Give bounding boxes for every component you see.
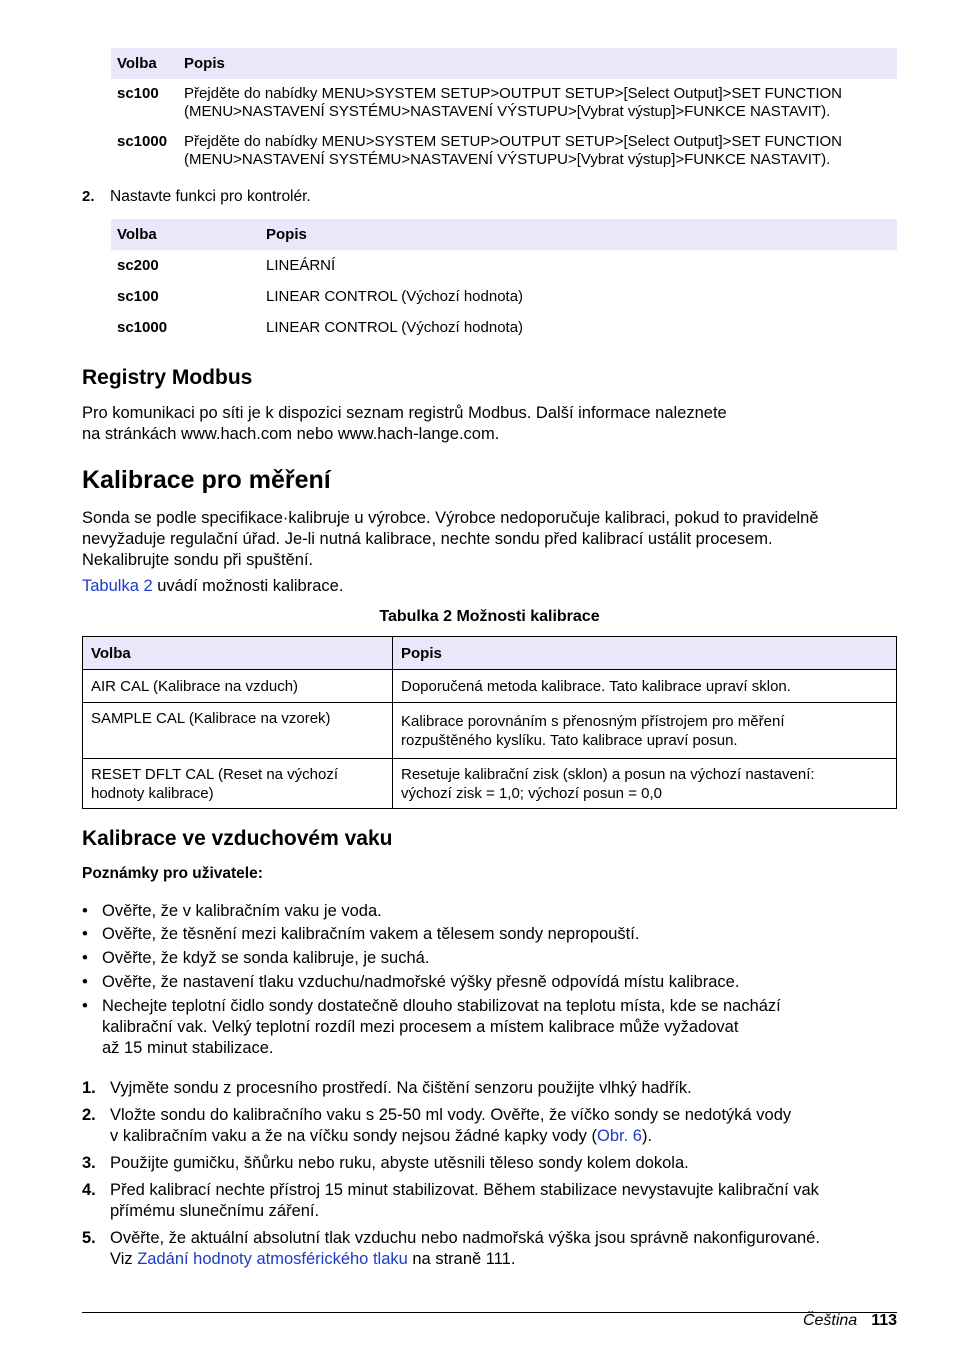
description-line: Resetuje kalibrační zisk (sklon) a posun na výchozí nastavení: [401, 765, 815, 783]
notes-title: Poznámky pro uživatele: [82, 865, 263, 882]
option-cell: sc1000 [117, 133, 168, 150]
bullet-icon: • [82, 973, 88, 991]
table-row [83, 759, 897, 809]
page-footer [803, 1312, 897, 1330]
select-output-table [111, 48, 897, 175]
option-cell: sc100 [117, 85, 159, 102]
option-cell: AIR CAL (Kalibrace na vzduch) [83, 670, 393, 703]
option-line: hodnoty kalibrace) [91, 784, 214, 802]
air-bag-heading: Kalibrace ve vzduchovém vaku [82, 827, 393, 850]
description-line: (MENU>NASTAVENÍ SYSTÉMU>NASTAVENÍ VÝSTUPU>[Vybrat výstup]>FUNKCE NASTAVIT). [184, 103, 831, 120]
table-row [111, 250, 897, 281]
step-number: 5. [82, 1229, 96, 1247]
bullet-text: Ověřte, že těsnění mezi kalibračním vakem a tělesem sondy nepropouští. [102, 925, 640, 943]
paragraph-line: Sonda se podle specifikace·kalibruje u výrobce. Výrobce nedoporučuje kalibraci, pokud to pravidelně [82, 509, 819, 527]
bullet-icon: • [82, 925, 88, 943]
description-cell [393, 759, 897, 809]
table-row [111, 312, 897, 343]
description-cell [178, 127, 897, 175]
option-cell: sc1000 [117, 319, 168, 336]
option-cell: sc100 [117, 288, 159, 305]
paragraph-line: nevyžaduje regulační úřad. Je-li nutná kalibrace, nechte sondu před kalibrací ustálit procesem. [82, 530, 773, 548]
option-line: RESET DFLT CAL (Reset na výchozí [91, 765, 339, 783]
footer-language: Čeština [802, 1312, 858, 1329]
step-number: 1. [82, 1079, 96, 1097]
step-text [110, 1105, 902, 1147]
description-cell: LINEÁRNÍ [266, 257, 336, 274]
bullet-icon: • [82, 902, 88, 920]
step-text: Vyjměte sondu z procesního prostředí. Na čištění senzoru použijte vlhký hadřík. [110, 1079, 692, 1097]
description-line: Přejděte do nabídky MENU>SYSTEM SETUP>OUTPUT SETUP>[Select Output]>SET FUNCTION [184, 133, 843, 150]
description-line: Přejděte do nabídky MENU>SYSTEM SETUP>OUTPUT SETUP>[Select Output]>SET FUNCTION [184, 85, 843, 102]
bullet-text [102, 996, 902, 1059]
step-text [110, 1228, 902, 1270]
bullet-text: Ověřte, že nastavení tlaku vzduchu/nadmořské výšky přesně odpovídá místu kalibrace. [102, 973, 740, 991]
description-line: výchozí zisk = 1,0; výchozí posun = 0,0 [401, 784, 662, 802]
modbus-heading: Registry Modbus [82, 366, 253, 389]
bullet-icon: • [82, 949, 88, 967]
column-header-option: Volba [111, 219, 260, 250]
step-line: Před kalibrací nechte přístroj 15 minut stabilizovat. Během stabilizace nevystavujte kalibrační vak [110, 1181, 819, 1199]
table-row [111, 127, 897, 175]
table-row [83, 670, 897, 703]
option-cell: SAMPLE CAL (Kalibrace na vzorek) [83, 703, 393, 759]
column-header-option: Volba [111, 48, 178, 79]
table-header-row [111, 48, 897, 79]
reference-text: uvádí možnosti kalibrace. [152, 577, 344, 595]
table-caption: Tabulka 2 Možnosti kalibrace [379, 608, 600, 625]
calibration-heading: Kalibrace pro měření [82, 466, 331, 494]
table-row [111, 79, 897, 127]
description-cell: LINEAR CONTROL (Výchozí hodnota) [266, 319, 524, 336]
step-line-text: ). [641, 1127, 653, 1145]
description-line: Kalibrace porovnáním s přenosným přístrojem pro měření [401, 712, 785, 730]
description-line: rozpuštěného kyslíku. Tato kalibrace upraví posun. [401, 731, 738, 749]
step-number: 2. [82, 188, 95, 205]
column-header-description: Popis [393, 637, 897, 670]
table-header-row [111, 219, 897, 250]
step-line: přímému slunečnímu záření. [110, 1202, 320, 1220]
calibration-options-table [82, 636, 897, 809]
step-line-text: Viz [110, 1250, 138, 1268]
bullet-icon: • [82, 997, 88, 1015]
option-cell: sc200 [117, 257, 159, 274]
column-header-description: Popis [178, 48, 897, 79]
modbus-paragraph [82, 403, 897, 445]
bullet-line: kalibrační vak. Velký teplotní rozdíl mezi procesem a místem kalibrace může vyžadovat [102, 1018, 739, 1036]
figure-6-link[interactable]: Obr. 6 [597, 1127, 642, 1145]
step-line: Vložte sondu do kalibračního vaku s 25-50 ml vody. Ověřte, že víčko sondy se nedotýká vody [110, 1106, 792, 1124]
controller-function-table [111, 219, 897, 343]
step-line [110, 1249, 902, 1270]
column-header-description: Popis [260, 219, 897, 250]
bullet-text: Ověřte, že když se sonda kalibruje, je suchá. [102, 949, 430, 967]
bullet-line: Nechejte teplotní čidlo sondy dostatečně dlouho stabilizovat na teplotu místa, kde se nachází [102, 997, 781, 1015]
paragraph-line: Pro komunikaci po síti je k dispozici seznam registrů Modbus. Další informace naleznete [82, 404, 727, 422]
paragraph-line: Nekalibrujte sondu při spuštění. [82, 551, 314, 569]
description-line: (MENU>NASTAVENÍ SYSTÉMU>NASTAVENÍ VÝSTUPU>[Vybrat výstup]>FUNKCE NASTAVIT). [184, 151, 831, 168]
table-header-row [83, 637, 897, 670]
column-header-option: Volba [83, 637, 393, 670]
step-line [110, 1126, 902, 1147]
footer-divider [82, 1312, 897, 1313]
page-number: 113 [871, 1312, 897, 1329]
description-cell [393, 703, 897, 759]
table-row [83, 703, 897, 759]
step-text [110, 1180, 902, 1222]
description-cell: Doporučená metoda kalibrace. Tato kalibrace upraví sklon. [393, 670, 897, 703]
step-text: Nastavte funkci pro kontrolér. [110, 188, 311, 205]
atmospheric-pressure-link[interactable]: Zadání hodnoty atmosférického tlaku [137, 1250, 408, 1268]
step-number: 2. [82, 1106, 96, 1124]
calibration-paragraph [82, 508, 912, 571]
table-2-link[interactable]: Tabulka 2 [82, 577, 153, 595]
step-line-text: v kalibračním vaku a že na víčku sondy nejsou žádné kapky vody ( [110, 1127, 597, 1145]
table-reference-paragraph [82, 576, 343, 597]
bullet-line: až 15 minut stabilizace. [102, 1039, 274, 1057]
step-line: Ověřte, že aktuální absolutní tlak vzduchu nebo nadmořská výška jsou správně nakonfigurované. [110, 1229, 820, 1247]
step-number: 4. [82, 1181, 96, 1199]
step-number: 3. [82, 1154, 96, 1172]
step-line-text: na straně 111. [407, 1250, 516, 1268]
paragraph-line: na stránkách www.hach.com nebo www.hach-lange.com. [82, 425, 500, 443]
description-cell [178, 79, 897, 127]
step-text: Použijte gumičku, šňůrku nebo ruku, abyste utěsnili těleso sondy kolem dokola. [110, 1154, 689, 1172]
bullet-text: Ověřte, že v kalibračním vaku je voda. [102, 902, 382, 920]
description-cell: LINEAR CONTROL (Výchozí hodnota) [266, 288, 524, 305]
option-cell [83, 759, 393, 809]
table-row [111, 281, 897, 312]
